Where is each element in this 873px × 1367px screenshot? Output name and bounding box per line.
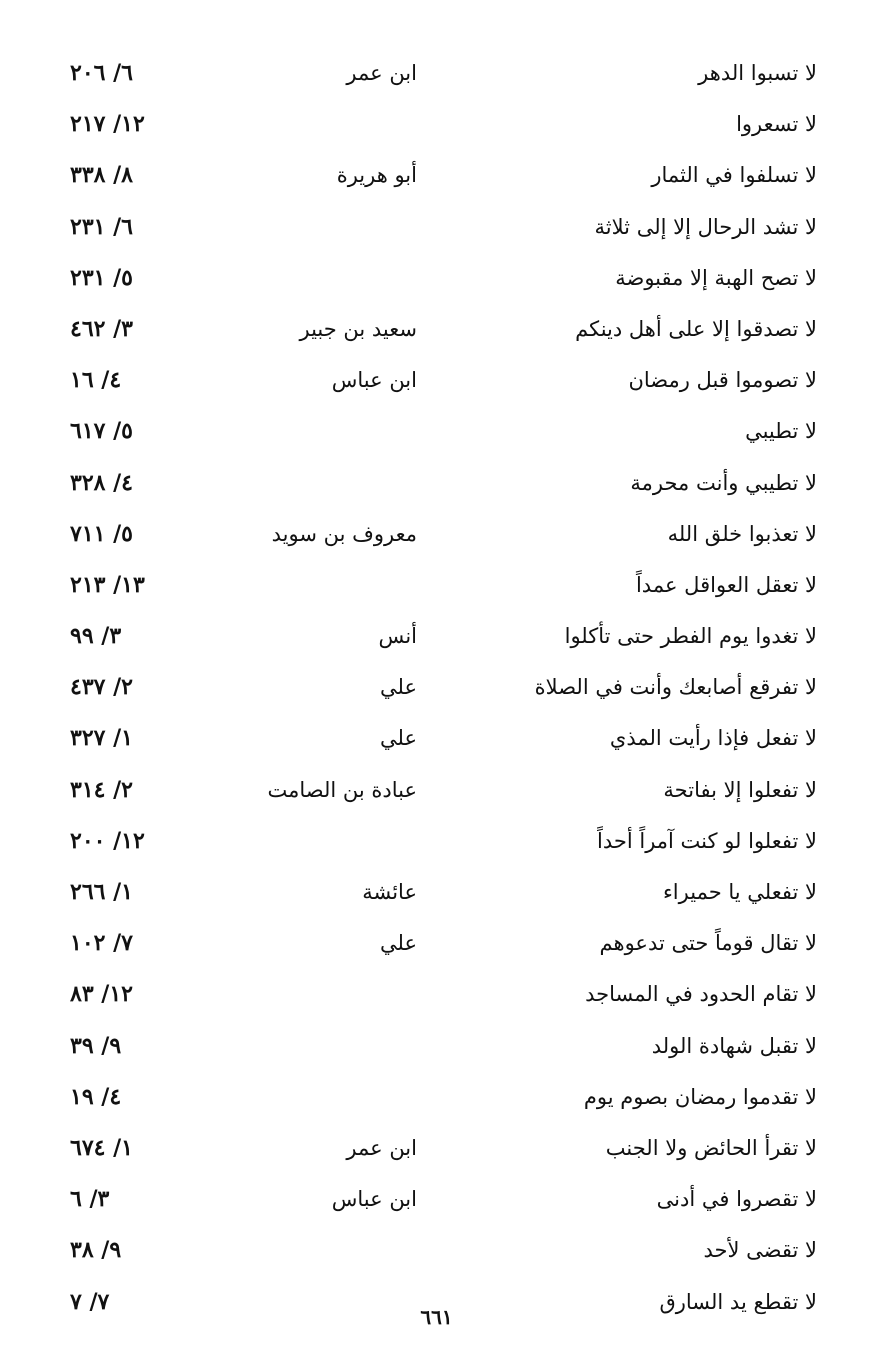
narrator-name	[197, 458, 417, 509]
volume-page-reference: ٣/ ٤٦٢	[70, 315, 133, 342]
index-row	[0, 150, 873, 201]
hadith-text: لا تغدوا يوم الفطر حتى تأكلوا	[564, 624, 817, 649]
hadith-text: لا تفرقع أصابعك وأنت في الصلاة	[534, 675, 817, 700]
narrator-name: علي	[380, 931, 417, 956]
hadith-text: لا تقدموا رمضان بصوم يوم	[583, 1084, 817, 1109]
index-row	[0, 1225, 873, 1276]
narrator-name: سعيد بن جبير	[299, 316, 417, 341]
index-row	[0, 1021, 873, 1072]
index-row	[0, 918, 873, 969]
hadith-text: لا تفعلوا إلا بفاتحة	[663, 777, 817, 802]
hadith-index-table	[0, 48, 873, 1328]
index-row	[0, 662, 873, 713]
narrator-name: أبو هريرة	[336, 163, 417, 188]
hadith-text: لا تقال قوماً حتى تدعوهم	[599, 931, 817, 956]
index-row	[0, 560, 873, 611]
narrator-name: ابن عمر	[346, 61, 417, 85]
index-row	[0, 765, 873, 816]
index-row	[0, 969, 873, 1020]
volume-page-reference: ٣/ ٩٩	[70, 623, 122, 650]
narrator-name: أنس	[378, 624, 417, 649]
narrator-name	[197, 560, 417, 611]
hadith-text: لا تفعل فإذا رأيت المذي	[609, 726, 817, 751]
hadith-text: لا تقطع يد السارق	[659, 1289, 817, 1314]
volume-page-reference: ٤/ ١٦	[70, 367, 122, 394]
index-row	[0, 253, 873, 304]
volume-page-reference: ١٢/ ٨٣	[70, 981, 133, 1008]
volume-page-reference: ٥/ ٢٣١	[70, 264, 133, 291]
hadith-text: لا تفعلوا لو كنت آمراً أحداً	[597, 828, 817, 853]
narrator-name: ابن عباس	[331, 1187, 417, 1212]
volume-page-reference: ٦/ ٢٠٦	[70, 60, 133, 86]
volume-page-reference: ١٣/ ٢١٣	[70, 571, 145, 598]
volume-page-reference: ٩/ ٣٩	[70, 1032, 122, 1059]
index-row	[0, 406, 873, 457]
narrator-name	[197, 969, 417, 1020]
index-row	[0, 1174, 873, 1225]
index-row	[0, 99, 873, 150]
hadith-text: لا تعقل العواقل عمداً	[635, 572, 817, 597]
hadith-text: لا تشد الرحال إلا إلى ثلاثة	[594, 214, 817, 239]
hadith-text: لا تقبل شهادة الولد	[651, 1033, 817, 1058]
volume-page-reference: ٧/ ١٠٢	[70, 930, 133, 957]
volume-page-reference: ٥/ ٦١٧	[70, 418, 133, 445]
narrator-name	[197, 406, 417, 457]
volume-page-reference: ٤/ ١٩	[70, 1083, 122, 1110]
hadith-text: لا تطيبي	[745, 419, 817, 444]
narrator-name	[197, 202, 417, 253]
hadith-text: لا تصح الهبة إلا مقبوضة	[615, 265, 817, 290]
volume-page-reference: ٧/ ٧	[70, 1288, 110, 1315]
volume-page-reference: ٢/ ٤٣٧	[70, 674, 133, 701]
volume-page-reference: ١/ ٦٧٤	[70, 1134, 133, 1161]
volume-page-reference: ١٢/ ٢٠٠	[70, 827, 145, 854]
volume-page-reference: ٣/ ٦	[70, 1186, 110, 1213]
index-row	[0, 48, 873, 99]
volume-page-reference: ١/ ٢٦٦	[70, 879, 133, 905]
hadith-text: لا تسلفوا في الثمار	[651, 163, 817, 188]
index-row	[0, 304, 873, 355]
hadith-text: لا تفعلي يا حميراء	[662, 880, 817, 904]
index-row	[0, 611, 873, 662]
index-row	[0, 1072, 873, 1123]
index-row	[0, 867, 873, 918]
narrator-name	[197, 816, 417, 867]
narrator-name: معروف بن سويد	[271, 521, 417, 546]
hadith-text: لا تطيبي وأنت محرمة	[630, 470, 817, 495]
index-row	[0, 458, 873, 509]
page-number: ٦٦١	[420, 1305, 453, 1329]
narrator-name: عبادة بن الصامت	[267, 777, 417, 802]
hadith-text: لا تعذبوا خلق الله	[667, 521, 817, 546]
hadith-text: لا تصوموا قبل رمضان	[628, 368, 817, 393]
index-row	[0, 816, 873, 867]
hadith-text: لا تقرأ الحائض ولا الجنب	[605, 1135, 817, 1160]
hadith-text: لا تصدقوا إلا على أهل دينكم	[575, 316, 817, 341]
narrator-name: عائشة	[362, 880, 417, 904]
volume-page-reference: ٩/ ٣٨	[70, 1237, 122, 1264]
volume-page-reference: ١٢/ ٢١٧	[70, 111, 145, 138]
index-row	[0, 713, 873, 764]
narrator-name: ابن عمر	[346, 1135, 417, 1160]
narrator-name: علي	[380, 675, 417, 700]
narrator-name: ابن عباس	[331, 368, 417, 393]
hadith-text: لا تسعروا	[736, 112, 817, 137]
index-row	[0, 1123, 873, 1174]
index-row	[0, 509, 873, 560]
narrator-name	[197, 1021, 417, 1072]
volume-page-reference: ٦/ ٢٣١	[70, 213, 133, 240]
volume-page-reference: ٢/ ٣١٤	[70, 776, 133, 803]
volume-page-reference: ٤/ ٣٢٨	[70, 469, 133, 496]
hadith-text: لا تقضى لأحد	[703, 1238, 817, 1263]
hadith-text: لا تسبوا الدهر	[698, 61, 817, 85]
volume-page-reference: ١/ ٣٢٧	[70, 725, 133, 752]
index-row	[0, 355, 873, 406]
volume-page-reference: ٨/ ٣٣٨	[70, 162, 133, 189]
volume-page-reference: ٥/ ٧١١	[70, 520, 133, 547]
narrator-name	[197, 253, 417, 304]
narrator-name	[197, 1072, 417, 1123]
narrator-name	[197, 99, 417, 150]
index-row	[0, 202, 873, 253]
hadith-text: لا تقام الحدود في المساجد	[585, 982, 817, 1007]
narrator-name: علي	[380, 726, 417, 751]
hadith-text: لا تقصروا في أدنى	[656, 1187, 817, 1212]
narrator-name	[197, 1225, 417, 1276]
